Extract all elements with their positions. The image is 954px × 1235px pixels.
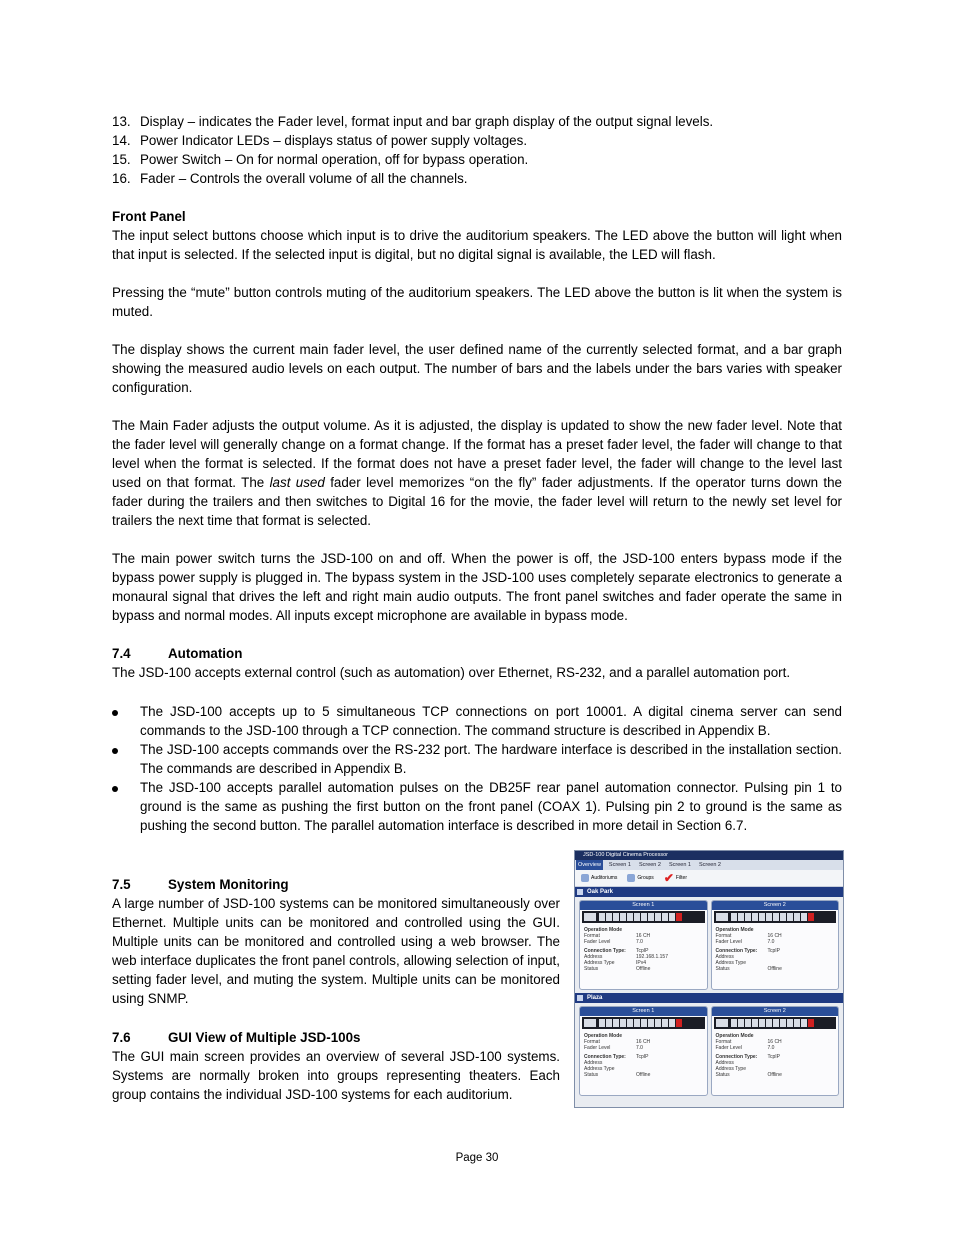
tab-overview[interactable]: Overview (578, 862, 601, 868)
list-item: The JSD-100 accepts commands over the RS-232 port. The hardware interface is described in the installation section. The commands are described in Appendix B. (112, 740, 842, 778)
mute-paragraph: Pressing the “mute” button controls muting of the auditorium speakers. The LED above the button is lit when the system is muted. (112, 285, 842, 319)
list-item: 15. Power Switch – On for normal operation, off for bypass operation. (112, 152, 529, 167)
bullet-icon (112, 748, 118, 754)
automation-intro: The JSD-100 accepts external control (such as automation) over Ethernet, RS-232, and a parallel automation port. (112, 665, 791, 680)
group-header-plaza[interactable]: Plaza (575, 993, 843, 1003)
gui-tab-bar (575, 860, 843, 870)
bullet-icon (112, 786, 118, 792)
groups-button[interactable]: Groups (627, 874, 653, 882)
gui-toolbar (575, 870, 843, 887)
screen-details: Operation Mode Format 16 CH Fader Level 7.0 Connection Type: TcpIP Address Address Type Status Offline (715, 927, 782, 972)
group-screens (575, 1003, 843, 1099)
fader-paragraph: The Main Fader adjusts the output volume. As it is adjusted, the display is updated to show the new fader level. Note that the fader level will generally change on a format change. If the format has a preset fader level, the fader will change to that level when the format is selected. If the format does not have a preset fader level, the fader will change to the level last used on that format. The last used fader level memorizes “on the fly” fader adjustments. If the operator turns down the fader during the trailers and then switches to Digital 16 for the movie, the fader level will return to the newly set level for trailers the next time that format is selected. (112, 418, 842, 528)
tab-screen-1[interactable]: Screen 1 (608, 862, 631, 868)
list-item: 13. Display – indicates the Fader level, format input and bar graph display of the output signal levels. (112, 114, 714, 129)
level-meter (714, 1017, 837, 1029)
section-7-5-heading: 7.5 System Monitoring (112, 877, 289, 892)
screen-card[interactable] (711, 900, 840, 990)
numbered-list (112, 112, 842, 188)
level-meter (582, 911, 705, 923)
screen-details: Operation Mode Format 16 CH Fader Level 7.0 Connection Type: TcpIP Address 192.168.1.157 Address Type IPv4 Status Offline (584, 927, 668, 972)
display-paragraph: The display shows the current main fader level, the user defined name of the currently selected format, and a bar graph showing the measured audio levels on each output. The number of bars and the labels under the bars varies with speaker configuration. (112, 342, 842, 395)
screen-card[interactable] (711, 1006, 840, 1096)
automation-bullets (112, 702, 842, 835)
gui-title-bar: JSD-100 Digital Cinema Processor (575, 851, 843, 860)
power-paragraph: The main power switch turns the JSD-100 on and off. When the power is off, the JSD-100 enters bypass mode if the bypass power supply is plugged in. The bypass system in the JSD-100 uses completely separate electronics to generate a monaural signal that drives the left and right main audio outputs. The front panel switches and fader operate the same in bypass and normal modes. All inputs except microphone are available in bypass mode. (112, 551, 842, 623)
group-header-oak-park[interactable]: Oak Park (575, 887, 843, 897)
screen-details: Operation Mode Format 16 CH Fader Level 7.0 Connection Type: TcpIP Address Address Type Status Offline (715, 1033, 782, 1078)
screen-title: Screen 1 (580, 1007, 707, 1016)
gui-view-paragraph: The GUI main screen provides an overview of several JSD-100 systems. Systems are normally broken into groups representing theaters. Each group contains the individual JSD-100 systems for each auditorium. (112, 1049, 560, 1102)
front-panel-heading: Front Panel (112, 209, 186, 224)
screen-title: Screen 2 (712, 1007, 839, 1016)
collapse-icon (577, 889, 583, 895)
list-item: The JSD-100 accepts up to 5 simultaneous TCP connections on port 10001. A digital cinema server can send commands to the JSD-100 through a TCP connection. The command structure is described in Appendix B. (112, 702, 842, 740)
tab-screen-2[interactable]: Screen 2 (638, 862, 661, 868)
level-meter (582, 1017, 705, 1029)
section-7-4-heading: 7.4 Automation (112, 646, 243, 661)
list-item: 14. Power Indicator LEDs – displays status of power supply voltages. (112, 133, 528, 148)
check-icon: ✔ (663, 871, 674, 885)
groups-icon (627, 874, 635, 882)
group-screens (575, 897, 843, 993)
list-item: The JSD-100 accepts parallel automation pulses on the DB25F rear panel automation connector. Pulsing pin 1 to ground is the same as pushing the first button on the front panel (COAX 1). Pulsing pin 2 to ground is the same as pushing the second button. The parallel automation interface is described in more detail in Section 6.7. (112, 778, 842, 835)
list-item: 16. Fader – Controls the overall volume of all the channels. (112, 171, 468, 186)
monitoring-paragraph: A large number of JSD-100 systems can be monitored simultaneously over Ethernet. Multiple units can be monitored and controlled using the GUI. Multiple units can be monitored and controlled using a web browser. The web interface duplicates the front panel controls, allowing selection of input, setting fader level, and muting the system. Multiple units can be monitored using SNMP. (112, 896, 560, 1006)
bullet-icon (112, 710, 118, 716)
screen-card[interactable] (579, 900, 708, 990)
screen-card[interactable] (579, 1006, 708, 1096)
auditoriums-icon (581, 874, 589, 882)
front-panel-paragraph: The input select buttons choose which input is to drive the auditorium speakers. The LED above the button will light when that input is selected. If the selected input is digital, but no digital signal is available, the LED will flash. (112, 228, 842, 262)
tab-screen-2-b[interactable]: Screen 2 (698, 862, 721, 868)
section-7-6-heading: 7.6 GUI View of Multiple JSD-100s (112, 1030, 361, 1045)
gui-screenshot (574, 850, 844, 1108)
screen-title: Screen 2 (712, 901, 839, 910)
tab-screen-1-b[interactable]: Screen 1 (668, 862, 691, 868)
screen-title: Screen 1 (580, 901, 707, 910)
page-number: Page 30 (455, 1152, 499, 1164)
collapse-icon (577, 995, 583, 1001)
screen-details: Operation Mode Format 16 CH Fader Level 7.0 Connection Type: TcpIP Address Address Type Status Offline (584, 1033, 651, 1078)
auditoriums-button[interactable]: Auditoriums (581, 874, 617, 882)
level-meter (714, 911, 837, 923)
filter-button[interactable]: ✔ Filter (663, 871, 687, 885)
